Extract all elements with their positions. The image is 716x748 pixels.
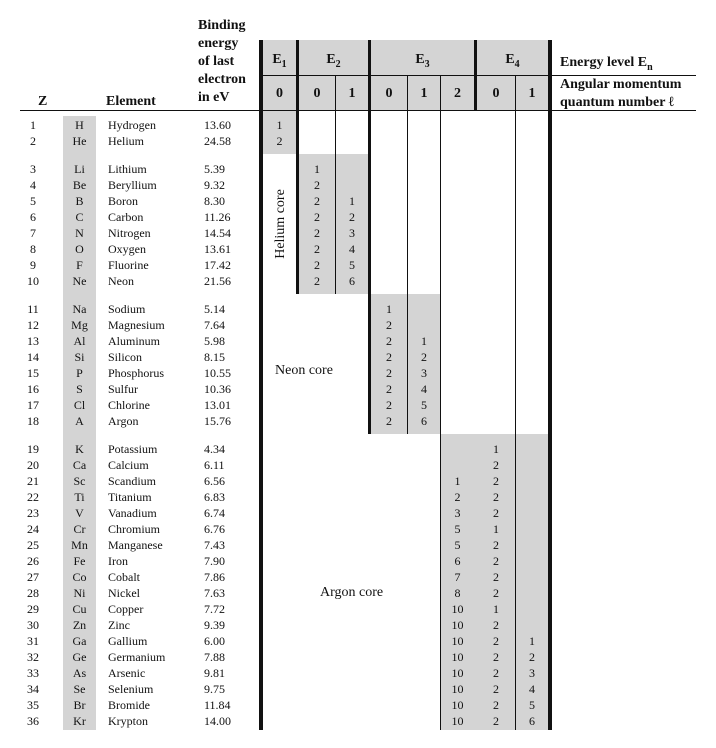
occupancy-cell: 6 <box>529 714 535 728</box>
atomic-number: 1 <box>30 118 36 132</box>
l-value: 1 <box>528 86 536 101</box>
element-symbol: Fe <box>73 554 86 568</box>
occupancy-cell: 2 <box>314 258 320 272</box>
element-name: Bromide <box>108 698 150 712</box>
element-symbol: A <box>75 414 84 428</box>
element-name: Zinc <box>108 618 130 632</box>
occupancy-cell: 1 <box>493 522 499 536</box>
element-symbol: V <box>75 506 84 520</box>
header-binding-line: of last <box>198 54 235 69</box>
binding-energy: 24.58 <box>204 134 231 148</box>
binding-energy: 7.72 <box>204 602 225 616</box>
energy-level-label: Energy level E <box>560 55 648 70</box>
occupancy-cell: 4 <box>529 682 535 696</box>
level-e1: $E_1$ <box>272 52 287 70</box>
binding-energy: 9.32 <box>204 178 225 192</box>
argon-core-label: Argon core <box>320 585 384 600</box>
atomic-number: 12 <box>27 318 39 332</box>
atomic-number: 10 <box>27 274 39 288</box>
atomic-number: 11 <box>27 302 39 316</box>
atomic-number: 14 <box>27 350 39 364</box>
binding-energy: 14.00 <box>204 714 231 728</box>
binding-energy: 7.63 <box>204 586 225 600</box>
element-symbol: B <box>75 194 84 208</box>
atomic-number: 22 <box>27 490 39 504</box>
atomic-number: 20 <box>27 458 39 472</box>
element-name: Neon <box>108 274 134 288</box>
occupancy-cell: 2 <box>493 618 499 632</box>
occupancy-cell: 1 <box>386 302 392 316</box>
occupancy-cell: 2 <box>493 650 499 664</box>
element-name: Potassium <box>108 442 158 456</box>
occupancy-cell: 8 <box>454 586 461 600</box>
element-symbol: He <box>72 134 87 148</box>
element-symbol: Se <box>73 682 86 696</box>
element-name: Nitrogen <box>108 226 151 240</box>
occupancy-cell: 10 <box>451 666 464 680</box>
element-symbol: Na <box>72 302 87 316</box>
atomic-number: 17 <box>27 398 39 412</box>
element-name: Sulfur <box>108 382 138 396</box>
occupancy-cell: 2 <box>493 586 499 600</box>
element-name: Boron <box>108 194 138 208</box>
level-e3: $E_3$ <box>415 52 430 70</box>
occupancy-cell: 5 <box>349 258 355 272</box>
binding-energy: 10.36 <box>204 382 231 396</box>
occupancy-cell: 2 <box>493 682 499 696</box>
occupancy-cell: 1 <box>493 602 499 616</box>
binding-energy: 7.90 <box>204 554 225 568</box>
atomic-number: 3 <box>30 162 36 176</box>
binding-energy: 5.14 <box>204 302 225 316</box>
occupancy-cell: 7 <box>454 570 461 584</box>
element-name: Selenium <box>108 682 154 696</box>
binding-energy: 9.39 <box>204 618 225 632</box>
element-name: Hydrogen <box>108 118 156 132</box>
binding-energy: 21.56 <box>204 274 231 288</box>
element-symbol: Ga <box>72 634 87 648</box>
element-symbol: O <box>75 242 84 256</box>
element-symbol: H <box>75 118 84 132</box>
element-name: Titanium <box>108 490 152 504</box>
element-symbol: Ni <box>73 586 86 600</box>
element-name: Calcium <box>108 458 149 472</box>
header-binding-line: Binding <box>198 18 246 33</box>
occupancy-cell: 5 <box>421 398 427 412</box>
occupancy-cell: 2 <box>454 490 461 504</box>
occupancy-cell: 4 <box>421 382 427 396</box>
occupancy-cell: 2 <box>493 490 499 504</box>
occupancy-cell: 2 <box>493 698 499 712</box>
occupancy-cell: 10 <box>451 650 464 664</box>
level-e4: $E_4$ <box>505 52 520 70</box>
element-symbol: K <box>75 442 84 456</box>
occupancy-cell: 5 <box>454 538 461 552</box>
atomic-number: 27 <box>27 570 39 584</box>
binding-energy: 6.11 <box>204 458 225 472</box>
occupancy-cell: 1 <box>349 194 355 208</box>
binding-energy: 6.76 <box>204 522 225 536</box>
element-name: Nickel <box>108 586 140 600</box>
atomic-number: 24 <box>27 522 39 536</box>
atomic-number: 33 <box>27 666 39 680</box>
element-name: Aluminum <box>108 334 161 348</box>
element-name: Fluorine <box>108 258 149 272</box>
occupancy-cell: 2 <box>493 506 499 520</box>
element-symbol: Cu <box>72 602 87 616</box>
element-symbol: C <box>75 210 84 224</box>
element-name: Chlorine <box>108 398 150 412</box>
energy-level-sub: n <box>647 61 653 73</box>
element-name: Oxygen <box>108 242 146 256</box>
occupancy-cell: 3 <box>529 666 535 680</box>
element-name: Phosphorus <box>108 366 165 380</box>
element-name: Magnesium <box>108 318 165 332</box>
element-name: Vanadium <box>108 506 157 520</box>
binding-energy: 7.86 <box>204 570 225 584</box>
rule-e1-bottom <box>297 110 298 154</box>
element-name: Arsenic <box>108 666 146 680</box>
occupancy-cell: 2 <box>493 634 499 648</box>
binding-energy: 13.61 <box>204 242 231 256</box>
occupancy-cell: 2 <box>314 242 320 256</box>
occupancy-cell: 1 <box>276 118 283 132</box>
neon-core-label: Neon core <box>275 363 333 378</box>
binding-energy: 6.56 <box>204 474 225 488</box>
element-name: Germanium <box>108 650 166 664</box>
atomic-number: 19 <box>27 442 39 456</box>
atomic-number: 9 <box>30 258 36 272</box>
element-name: Carbon <box>108 210 144 224</box>
occupancy-cell: 1 <box>421 334 427 348</box>
element-symbol: Mn <box>71 538 88 552</box>
binding-energy: 4.34 <box>204 442 225 456</box>
binding-energy: 5.98 <box>204 334 225 348</box>
occupancy-cell: 2 <box>421 350 427 364</box>
occupancy-cell: 5 <box>529 698 535 712</box>
element-name: Beryllium <box>108 178 157 192</box>
element-symbol: Al <box>73 334 86 348</box>
atomic-number: 4 <box>30 178 36 192</box>
element-symbol: As <box>72 666 87 680</box>
occupancy-cell: 1 <box>529 634 535 648</box>
occupancy-cell: 2 <box>493 554 499 568</box>
header-binding-line: in eV <box>198 90 230 105</box>
occupancy-cell: 2 <box>386 398 392 412</box>
atomic-number: 26 <box>27 554 39 568</box>
atomic-number: 16 <box>27 382 39 396</box>
element-name: Argon <box>108 414 139 428</box>
l-value: 0 <box>313 86 321 101</box>
element-name: Krypton <box>108 714 148 728</box>
atomic-number: 34 <box>27 682 39 696</box>
occupancy-cell: 2 <box>314 274 320 288</box>
helium-core-label: Helium core <box>273 189 288 259</box>
occupancy-cell: 3 <box>349 226 355 240</box>
occupancy-cell: 3 <box>421 366 427 380</box>
element-symbol: F <box>76 258 83 272</box>
binding-energy: 11.84 <box>204 698 231 712</box>
element-symbol: Kr <box>73 714 86 728</box>
binding-energy: 7.64 <box>204 318 225 332</box>
binding-energy: 17.42 <box>204 258 231 272</box>
element-symbol: Br <box>73 698 86 712</box>
occupancy-cell: 10 <box>451 618 464 632</box>
element-symbol: Ti <box>74 490 85 504</box>
binding-energy: 6.00 <box>204 634 225 648</box>
occupancy-cell: 2 <box>386 366 392 380</box>
occupancy-cell: 6 <box>349 274 355 288</box>
element-name: Helium <box>108 134 144 148</box>
occupancy-cell: 2 <box>493 714 499 728</box>
occupancy-cell: 2 <box>386 318 392 332</box>
element-symbol: N <box>75 226 84 240</box>
element-symbol: Ge <box>72 650 87 664</box>
occupancy-cell: 2 <box>276 134 283 148</box>
atomic-number: 15 <box>27 366 39 380</box>
header-z: Z <box>38 94 48 109</box>
occupancy-cell: 10 <box>451 714 464 728</box>
occupancy-cell: 2 <box>386 414 392 428</box>
occupancy-cell: 2 <box>349 210 355 224</box>
level-e2: $E_2$ <box>326 52 341 70</box>
binding-energy: 8.30 <box>204 194 225 208</box>
atomic-number: 32 <box>27 650 39 664</box>
occupancy-cell: 6 <box>421 414 427 428</box>
atomic-number: 8 <box>30 242 36 256</box>
occupancy-cell: 5 <box>454 522 461 536</box>
occupancy-cell: 2 <box>493 538 499 552</box>
binding-energy: 7.43 <box>204 538 225 552</box>
l-value: 0 <box>385 86 393 101</box>
atomic-number: 7 <box>30 226 36 240</box>
element-name: Cobalt <box>108 570 140 584</box>
occupancy-cell: 1 <box>454 474 461 488</box>
element-name: Sodium <box>108 302 146 316</box>
occupancy-cell: 2 <box>493 458 499 472</box>
binding-energy: 10.55 <box>204 366 231 380</box>
l-value: 0 <box>492 86 500 101</box>
element-name: Copper <box>108 602 144 616</box>
occupancy-cell: 3 <box>454 506 461 520</box>
occupancy-cell: 2 <box>314 226 320 240</box>
atomic-number: 35 <box>27 698 39 712</box>
occupancy-cell: 2 <box>314 210 320 224</box>
angular-line: quantum number ℓ <box>560 95 674 110</box>
header-energy-level <box>560 54 653 77</box>
header-angular-momentum <box>560 76 681 112</box>
atomic-number: 29 <box>27 602 39 616</box>
binding-energy: 14.54 <box>204 226 231 240</box>
element-symbol: S <box>76 382 83 396</box>
atomic-number: 5 <box>30 194 36 208</box>
header-element: Element <box>106 94 156 109</box>
occupancy-cell: 2 <box>386 350 392 364</box>
binding-energy: 6.83 <box>204 490 225 504</box>
atomic-number: 23 <box>27 506 39 520</box>
element-symbol: P <box>76 366 83 380</box>
element-name: Chromium <box>108 522 161 536</box>
atomic-number: 13 <box>27 334 39 348</box>
occupancy-cell: 2 <box>493 666 499 680</box>
atomic-number: 21 <box>27 474 39 488</box>
binding-energy: 5.39 <box>204 162 225 176</box>
occupancy-cell: 6 <box>454 554 461 568</box>
occupancy-cell: 10 <box>451 602 464 616</box>
element-name: Silicon <box>108 350 143 364</box>
element-symbol: Zn <box>72 618 87 632</box>
occupancy-cell: 2 <box>493 474 499 488</box>
atomic-number: 28 <box>27 586 39 600</box>
occupancy-cell: 10 <box>451 634 464 648</box>
rule-right-e4 <box>548 40 552 730</box>
header-binding-line: energy <box>198 36 239 51</box>
occupancy-cell: 1 <box>493 442 499 456</box>
binding-energy: 13.01 <box>204 398 231 412</box>
binding-energy: 13.60 <box>204 118 231 132</box>
occupancy-cell: 2 <box>386 382 392 396</box>
atomic-number: 6 <box>30 210 36 224</box>
l-value: 1 <box>348 86 356 101</box>
binding-energy: 15.76 <box>204 414 231 428</box>
atomic-number: 30 <box>27 618 39 632</box>
element-symbol: Ca <box>72 458 87 472</box>
element-name: Scandium <box>108 474 156 488</box>
header-binding-line: electron <box>198 72 246 87</box>
angular-line: Angular momentum <box>560 77 682 92</box>
element-name: Lithium <box>108 162 147 176</box>
element-symbol: Ne <box>72 274 87 288</box>
atomic-number: 36 <box>27 714 39 728</box>
l-value: 1 <box>420 86 428 101</box>
binding-energy: 9.75 <box>204 682 225 696</box>
atomic-number: 25 <box>27 538 39 552</box>
binding-energy: 6.74 <box>204 506 225 520</box>
element-symbol: Li <box>74 162 85 176</box>
atomic-number: 31 <box>27 634 39 648</box>
occupancy-cell: 2 <box>386 334 392 348</box>
rule-e4-sub <box>515 76 516 730</box>
occupancy-cell: 1 <box>314 162 320 176</box>
occupancy-cell: 2 <box>314 178 320 192</box>
l-value: 2 <box>454 86 461 101</box>
binding-energy: 8.15 <box>204 350 225 364</box>
element-symbol: Cl <box>73 398 86 412</box>
occupancy-cell: 10 <box>451 682 464 696</box>
element-symbol: Cr <box>73 522 86 536</box>
element-symbol: Sc <box>73 474 86 488</box>
element-symbol: Be <box>72 178 87 192</box>
element-name: Gallium <box>108 634 148 648</box>
occupancy-cell: 2 <box>493 570 499 584</box>
binding-energy: 7.88 <box>204 650 225 664</box>
occupancy-cell: 2 <box>529 650 535 664</box>
l-value: 0 <box>276 86 283 101</box>
occupancy-cell: 4 <box>349 242 355 256</box>
binding-energy: 11.26 <box>204 210 231 224</box>
atomic-number: 2 <box>30 134 36 148</box>
element-symbol: Co <box>72 570 87 584</box>
occupancy-cell: 2 <box>314 194 320 208</box>
atomic-number: 18 <box>27 414 39 428</box>
element-name: Manganese <box>108 538 163 552</box>
binding-energy: 9.81 <box>204 666 225 680</box>
element-name: Iron <box>108 554 128 568</box>
occupancy-cell: 10 <box>451 698 464 712</box>
element-symbol: Mg <box>71 318 88 332</box>
element-symbol: Si <box>74 350 85 364</box>
header-binding-energy <box>198 17 246 107</box>
